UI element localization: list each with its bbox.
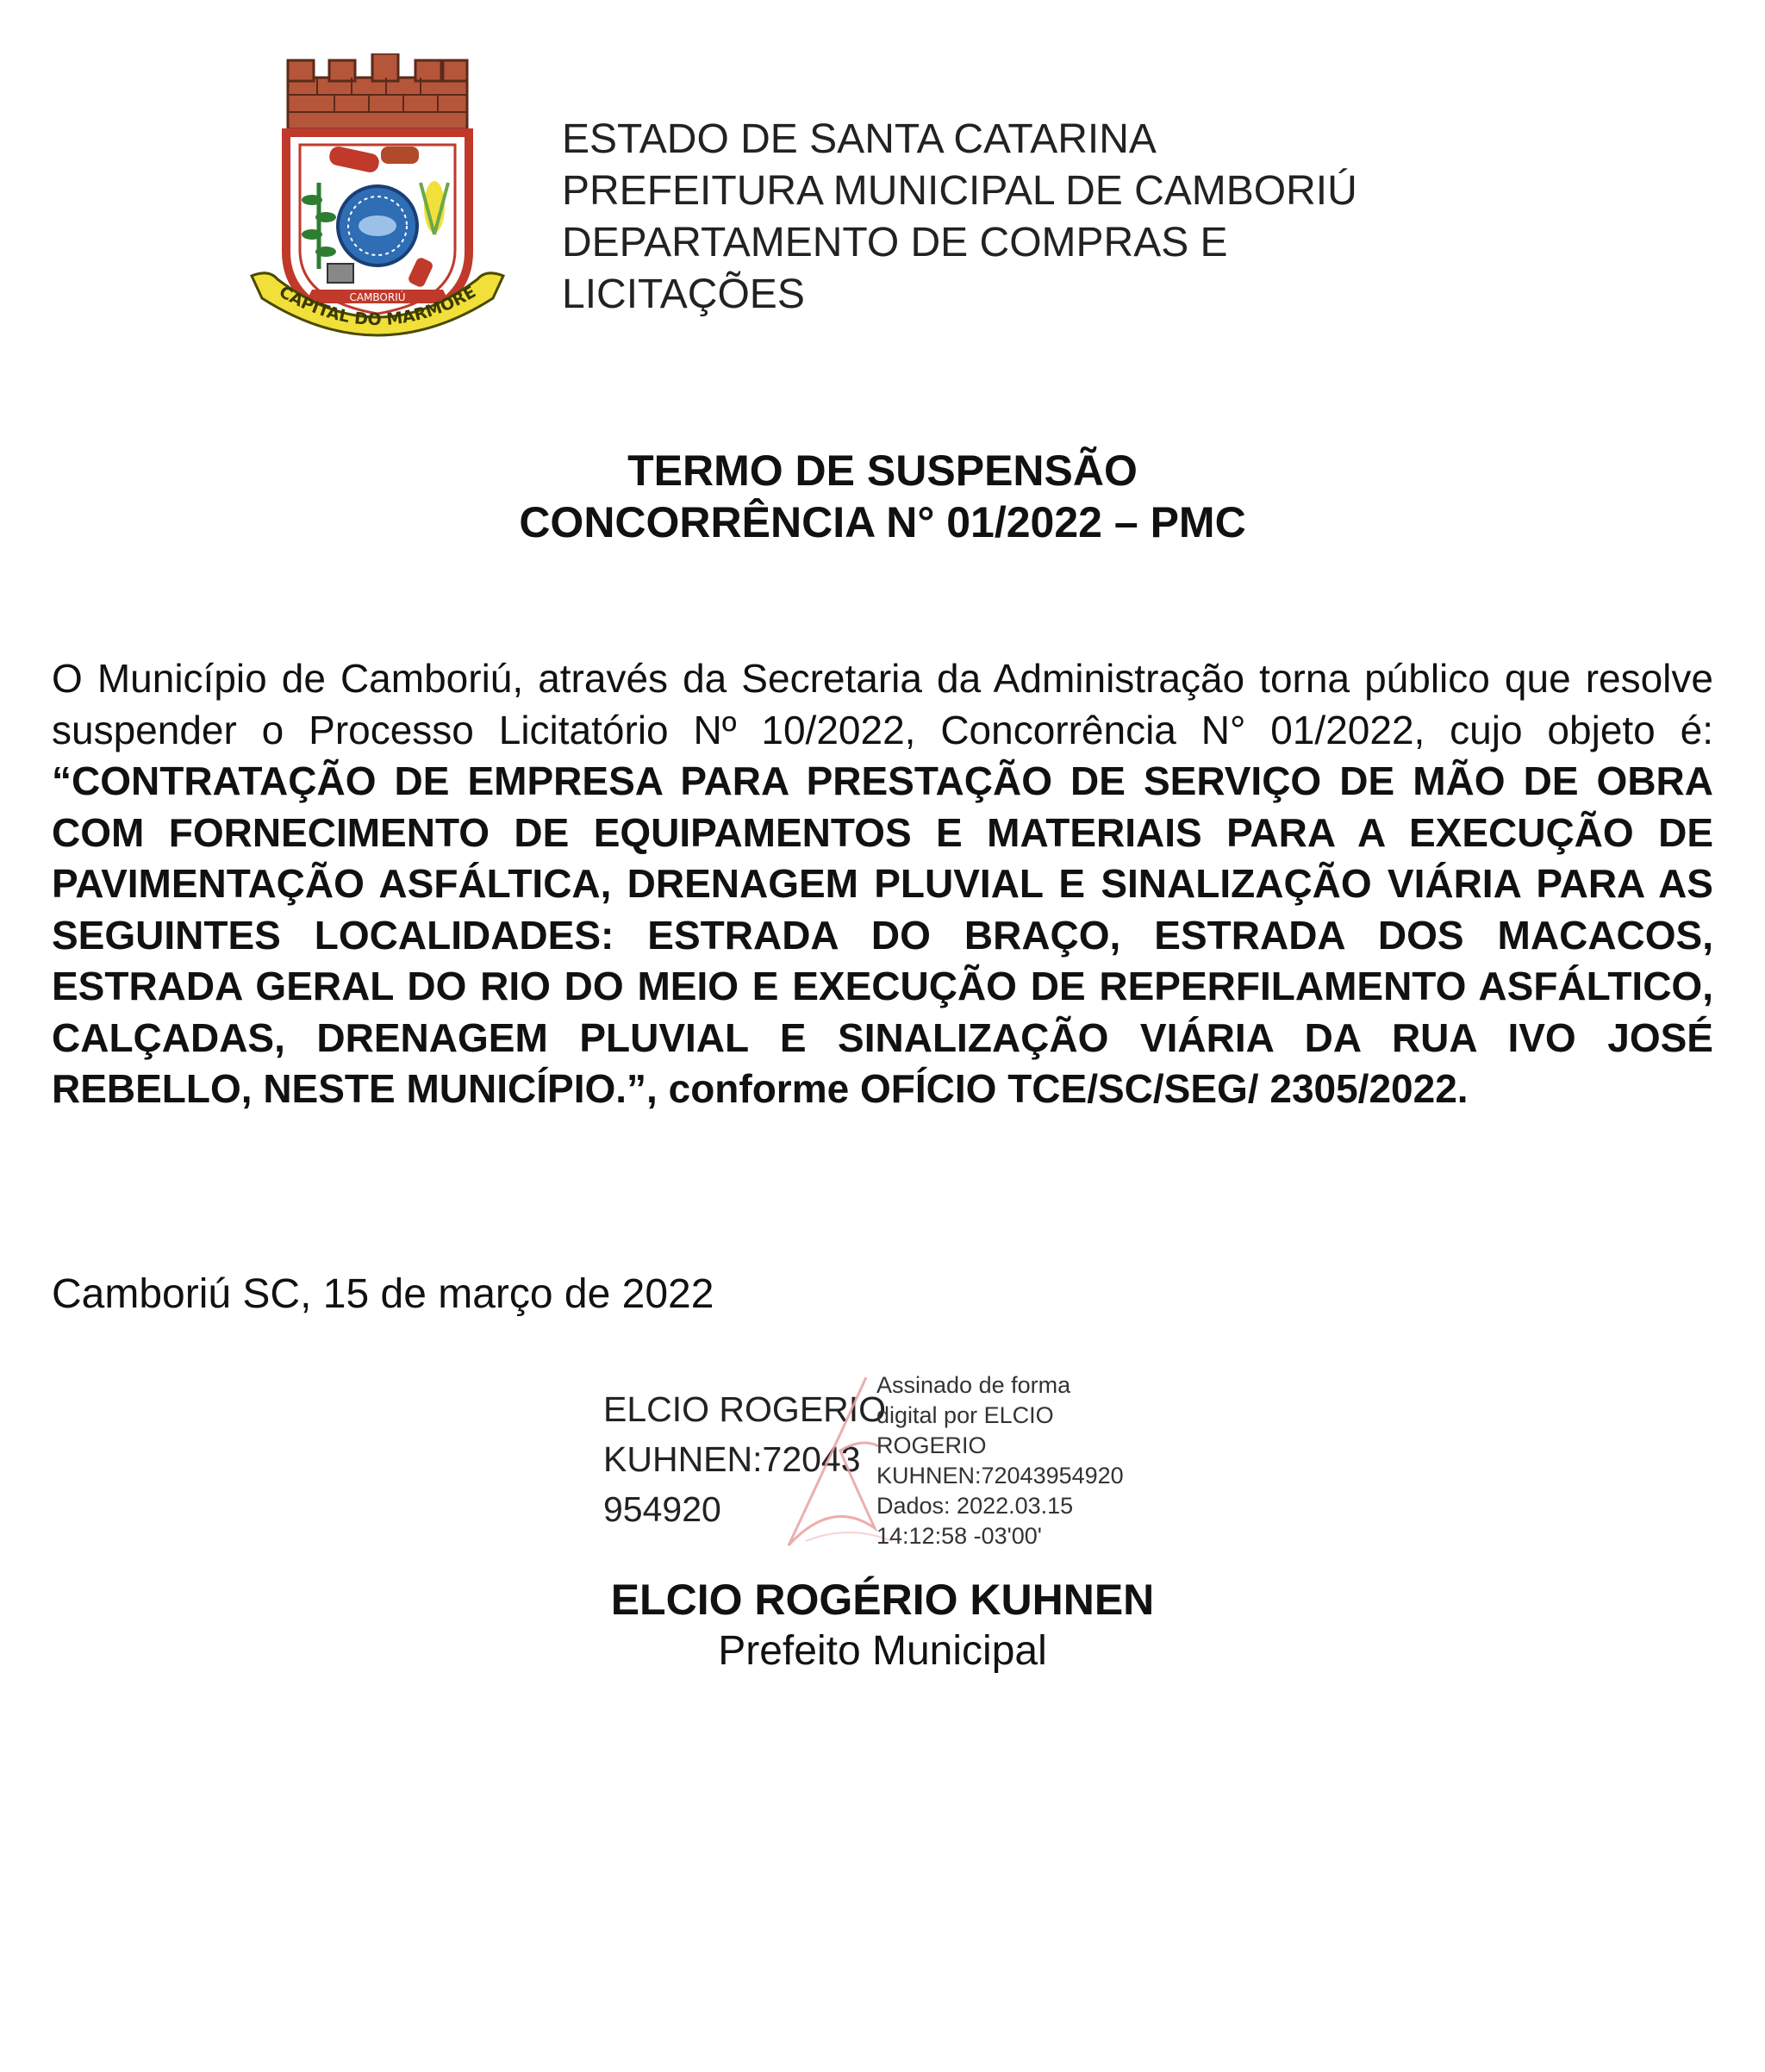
svg-text:CAMBORIÚ: CAMBORIÚ: [349, 291, 406, 303]
letterhead: [562, 114, 1357, 321]
document-title: [0, 445, 1765, 548]
letterhead-state: ESTADO DE SANTA CATARINA: [562, 116, 1157, 162]
signature-detail-line: ROGERIO: [876, 1432, 987, 1458]
signature-detail-line: Assinado de forma: [876, 1372, 1071, 1398]
signer-block: [0, 1574, 1765, 1677]
signature-name-line: KUHNEN:72043: [603, 1439, 861, 1479]
body-intro: O Município de Camboriú, através da Secretaria da Administração torna público que resolve suspender o Processo Licitatório Nº 10/2022, Concorrência N° 01/2022, cujo objeto é:: [52, 656, 1713, 752]
digital-signature-details: [876, 1370, 1124, 1551]
letterhead-department: DEPARTAMENTO DE COMPRAS E: [562, 220, 1228, 265]
body-paragraph: [52, 653, 1713, 1115]
title-line-1: TERMO DE SUSPENSÃO: [627, 446, 1138, 495]
signature-detail-line: digital por ELCIO: [876, 1402, 1054, 1428]
signature-name-line: 954920: [603, 1489, 721, 1529]
signature-name-line: ELCIO ROGERIO: [603, 1389, 887, 1429]
document-date: Camboriú SC, 15 de março de 2022: [52, 1271, 714, 1317]
svg-text:CAPITAL DO MARMORE: CAPITAL DO MARMORE: [276, 282, 479, 330]
signer-role: Prefeito Municipal: [718, 1628, 1047, 1674]
signature-detail-line: Dados: 2022.03.15: [876, 1493, 1074, 1519]
signature-detail-line: KUHNEN:72043954920: [876, 1463, 1124, 1488]
letterhead-department-cont: LICITAÇÕES: [562, 271, 805, 317]
title-line-2: CONCORRÊNCIA N° 01/2022 – PMC: [519, 498, 1246, 546]
municipal-coat-of-arms-icon: [243, 53, 512, 355]
signer-name: ELCIO ROGÉRIO KUHNEN: [610, 1576, 1155, 1624]
signature-detail-line: 14:12:58 -03'00': [876, 1523, 1042, 1549]
body-object: “CONTRATAÇÃO DE EMPRESA PARA PRESTAÇÃO DE SERVIÇO DE MÃO DE OBRA COM FORNECIMENTO DE EQUIPAMENTOS E MATERIAIS PARA A EXECUÇÃO DE PAVIMENTAÇÃO ASFÁLTICA, DRENAGEM PLUVIAL E SINALIZAÇÃO VIÁRIA PARA AS SEGUINTES LOCALIDADES: ESTRADA DO BRAÇO, ESTRADA DOS MACACOS, ESTRADA GERAL DO RIO DO MEIO E EXECUÇÃO DE REPERFILAMENTO ASFÁLTICO, CALÇADAS, DRENAGEM PLUVIAL E SINALIZAÇÃO VIÁRIA DA RUA IVO JOSÉ REBELLO, NESTE MUNICÍPIO.”, conforme OFÍCIO TCE/SC/SEG/ 2305/2022.: [52, 758, 1713, 1111]
letterhead-prefecture: PREFEITURA MUNICIPAL DE CAMBORIÚ: [562, 168, 1357, 214]
